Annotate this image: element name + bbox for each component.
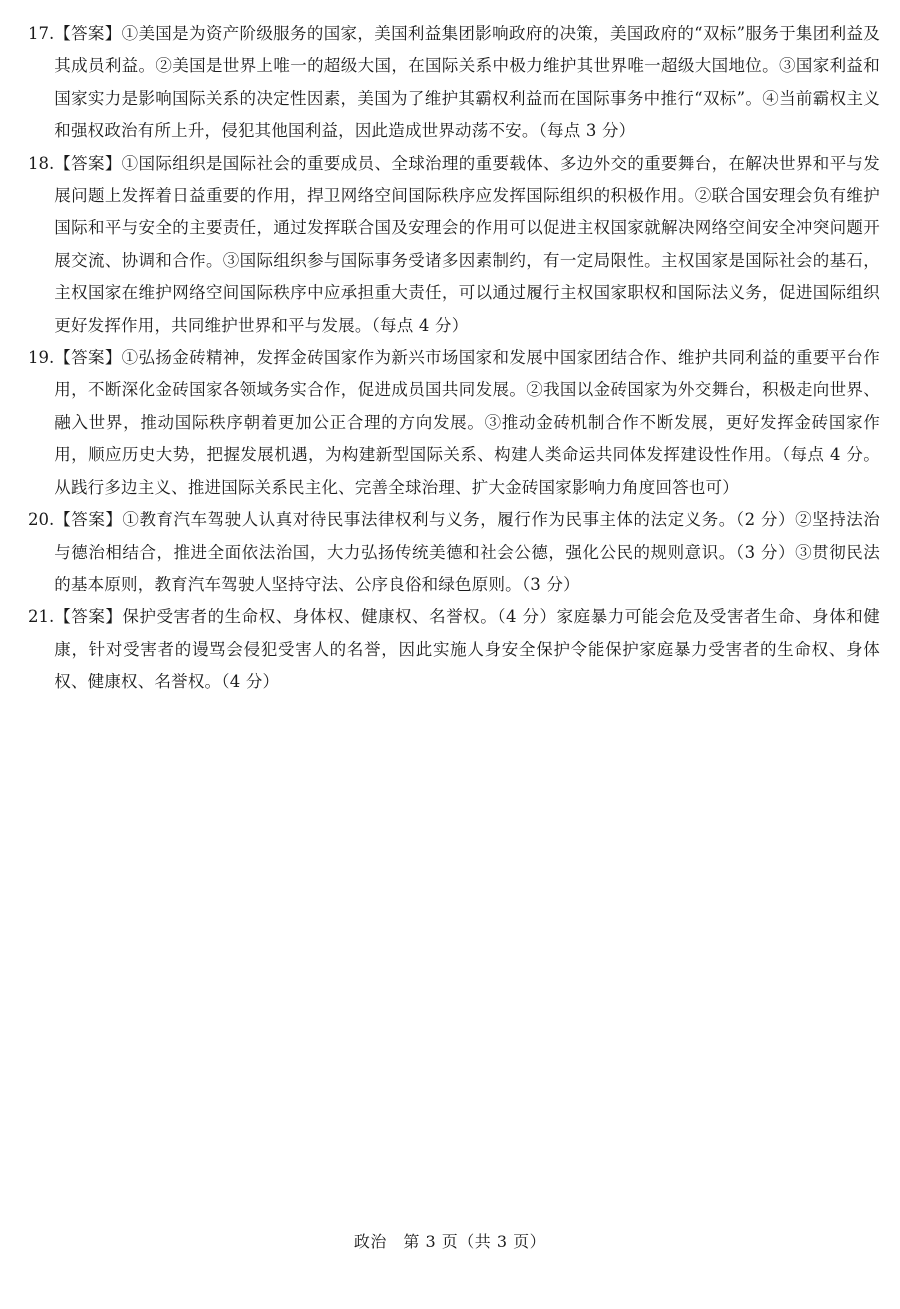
- answer-number: 18.: [28, 153, 55, 173]
- answer-label: 【答案】: [54, 153, 122, 173]
- answer-text: ①国际组织是国际社会的重要成员、全球治理的重要载体、多边外交的重要舞台，在解决世界和平与发展问题上发挥着日益重要的作用，捍卫网络空间国际秩序应发挥国际组织的积极作用。②联合国安理会负有维护国际和平与安全的主要责任，通过发挥联合国及安理会的作用可以促进主权国家就解决网络空间安全冲突问题开展交流、协调和合作。③国际组织参与国际事务受诸多因素制约，有一定局限性。主权国家是国际社会的基石，主权国家在维护网络空间国际秩序中应承担重大责任，可以通过履行主权国家职权和国际法义务，促进国际组织更好发挥作用，共同维护世界和平与发展。（每点 4 分）: [54, 153, 880, 335]
- answer-label: 【答案】: [54, 24, 122, 43]
- answer-item-19: [28, 342, 880, 504]
- answer-body: [54, 18, 880, 148]
- page-footer: 政治 第 3 页（共 3 页）: [353, 1232, 547, 1251]
- answer-text: ①弘扬金砖精神，发挥金砖国家作为新兴市场国家和发展中国家团结合作、维护共同利益的重要平台作用，不断深化金砖国家各领域务实合作，促进成员国共同发展。②我国以金砖国家为外交舞台，积极走向世界、融入世界，推动国际秩序朝着更加公正合理的方向发展。③推动金砖机制合作不断发展，更好发挥金砖国家作用，顺应历史大势，把握发展机遇，为构建新型国际关系、构建人类命运共同体发挥建设性作用。（每点 4 分。从践行多边主义、推进国际关系民主化、完善全球治理、扩大金砖国家影响力角度回答也可）: [54, 348, 880, 497]
- answer-number: 17.: [28, 24, 55, 43]
- answer-item-18: [28, 148, 880, 342]
- answer-text: ①美国是为资产阶级服务的国家，美国利益集团影响政府的决策，美国政府的“双标”服务于集团利益及其成员利益。②美国是世界上唯一的超级大国，在国际关系中极力维护其世界唯一超级大国地位。③国家利益和国家实力是影响国际关系的决定性因素，美国为了维护其霸权利益而在国际事务中推行“双标”。④当前霸权主义和强权政治有所上升，侵犯其他国利益，因此造成世界动荡不安。（每点 3 分）: [54, 24, 880, 141]
- answer-number: 19.: [28, 348, 55, 368]
- answer-number: 20.: [28, 510, 55, 530]
- answer-label: 【答案】: [54, 607, 123, 627]
- answer-label: 【答案】: [54, 510, 123, 530]
- answer-item-17: [28, 18, 880, 148]
- answer-body: [54, 148, 880, 342]
- answer-text: ①教育汽车驾驶人认真对待民事法律权利与义务，履行作为民事主体的法定义务。（2 分）②坚持法治与德治相结合，推进全面依法治国，大力弘扬传统美德和社会公德，强化公民的规则意识。（3 分）③贯彻民法的基本原则，教育汽车驾驶人坚持守法、公序良俗和绿色原则。（3 分）: [54, 510, 880, 594]
- answer-item-20: [28, 504, 880, 601]
- answer-body: [54, 342, 880, 504]
- answer-label: 【答案】: [54, 348, 122, 368]
- answer-text: 保护受害者的生命权、身体权、健康权、名誉权。（4 分）家庭暴力可能会危及受害者生命、身体和健康，针对受害者的谩骂会侵犯受害人的名誉，因此实施人身安全保护令能保护家庭暴力受害者的生命权、身体权、健康权、名誉权。（4 分）: [54, 607, 880, 692]
- answer-item-21: [28, 601, 880, 698]
- answer-body: [54, 504, 880, 601]
- answer-body: [54, 601, 880, 698]
- answer-number: 21.: [28, 607, 55, 627]
- answer-list: [28, 18, 880, 699]
